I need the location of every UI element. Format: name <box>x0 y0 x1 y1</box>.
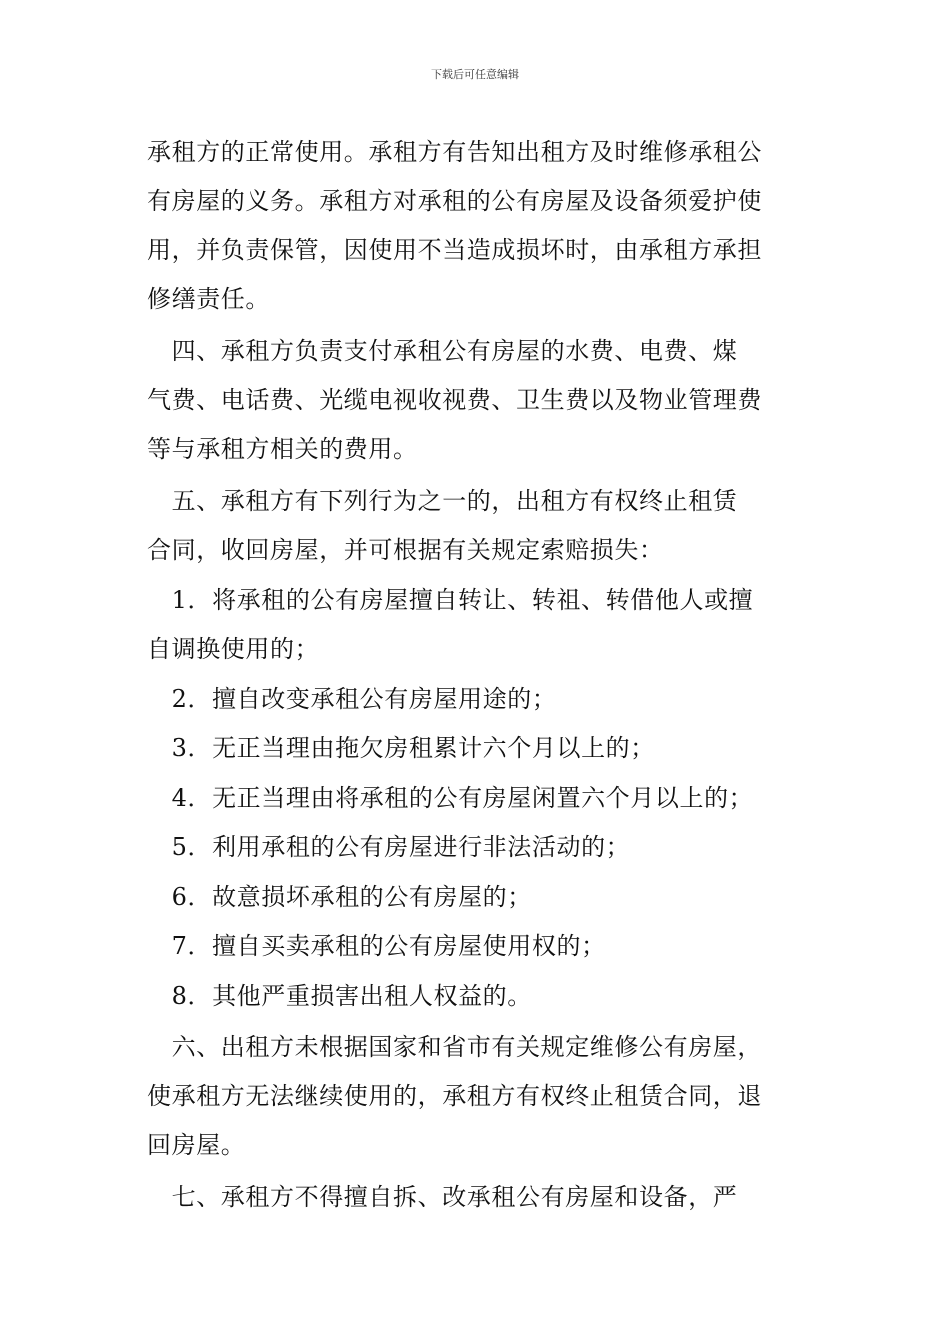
text-line: 有房屋的义务。承租方对承租的公有房屋及设备须爱护使 <box>147 187 762 215</box>
text-line: 四、承租方负责支付承租公有房屋的水费、电费、煤 <box>147 337 738 365</box>
text-line: 6．故意损坏承租的公有房屋的； <box>147 883 532 911</box>
text-line: 用，并负责保管，因使用不当造成损坏时，由承租方承担 <box>147 236 762 264</box>
text-line: 7．擅自买卖承租的公有房屋使用权的； <box>147 932 606 960</box>
text-line: 七、承租方不得擅自拆、改承租公有房屋和设备，严 <box>147 1183 738 1211</box>
text-line: 3．无正当理由拖欠房租累计六个月以上的； <box>147 734 655 762</box>
text-line: 六、出租方未根据国家和省市有关规定维修公有房屋， <box>147 1033 762 1061</box>
text-line: 承租方的正常使用。承租方有告知出租方及时维修承租公 <box>147 138 762 166</box>
text-line: 8．其他严重损害出租人权益的。 <box>147 982 532 1010</box>
text-line: 4．无正当理由将承租的公有房屋闲置六个月以上的； <box>147 784 754 812</box>
text-line: 5．利用承租的公有房屋进行非法活动的； <box>147 833 631 861</box>
text-line: 合同，收回房屋，并可根据有关规定索赔损失： <box>147 536 664 564</box>
text-line: 等与承租方相关的费用。 <box>147 435 418 463</box>
text-line: 使承租方无法继续使用的，承租方有权终止租赁合同，退 <box>147 1082 762 1110</box>
text-line: 气费、电话费、光缆电视收视费、卫生费以及物业管理费 <box>147 386 762 414</box>
text-line: 回房屋。 <box>147 1131 246 1159</box>
page-header: 下载后可任意编辑 <box>431 68 519 81</box>
text-line: 自调换使用的； <box>147 635 320 663</box>
text-line: 2．擅自改变承租公有房屋用途的； <box>147 685 557 713</box>
text-line: 五、承租方有下列行为之一的，出租方有权终止租赁 <box>147 487 738 515</box>
text-line: 修缮责任。 <box>147 285 270 313</box>
text-line: 1．将承租的公有房屋擅自转让、转祖、转借他人或擅 <box>147 586 754 614</box>
